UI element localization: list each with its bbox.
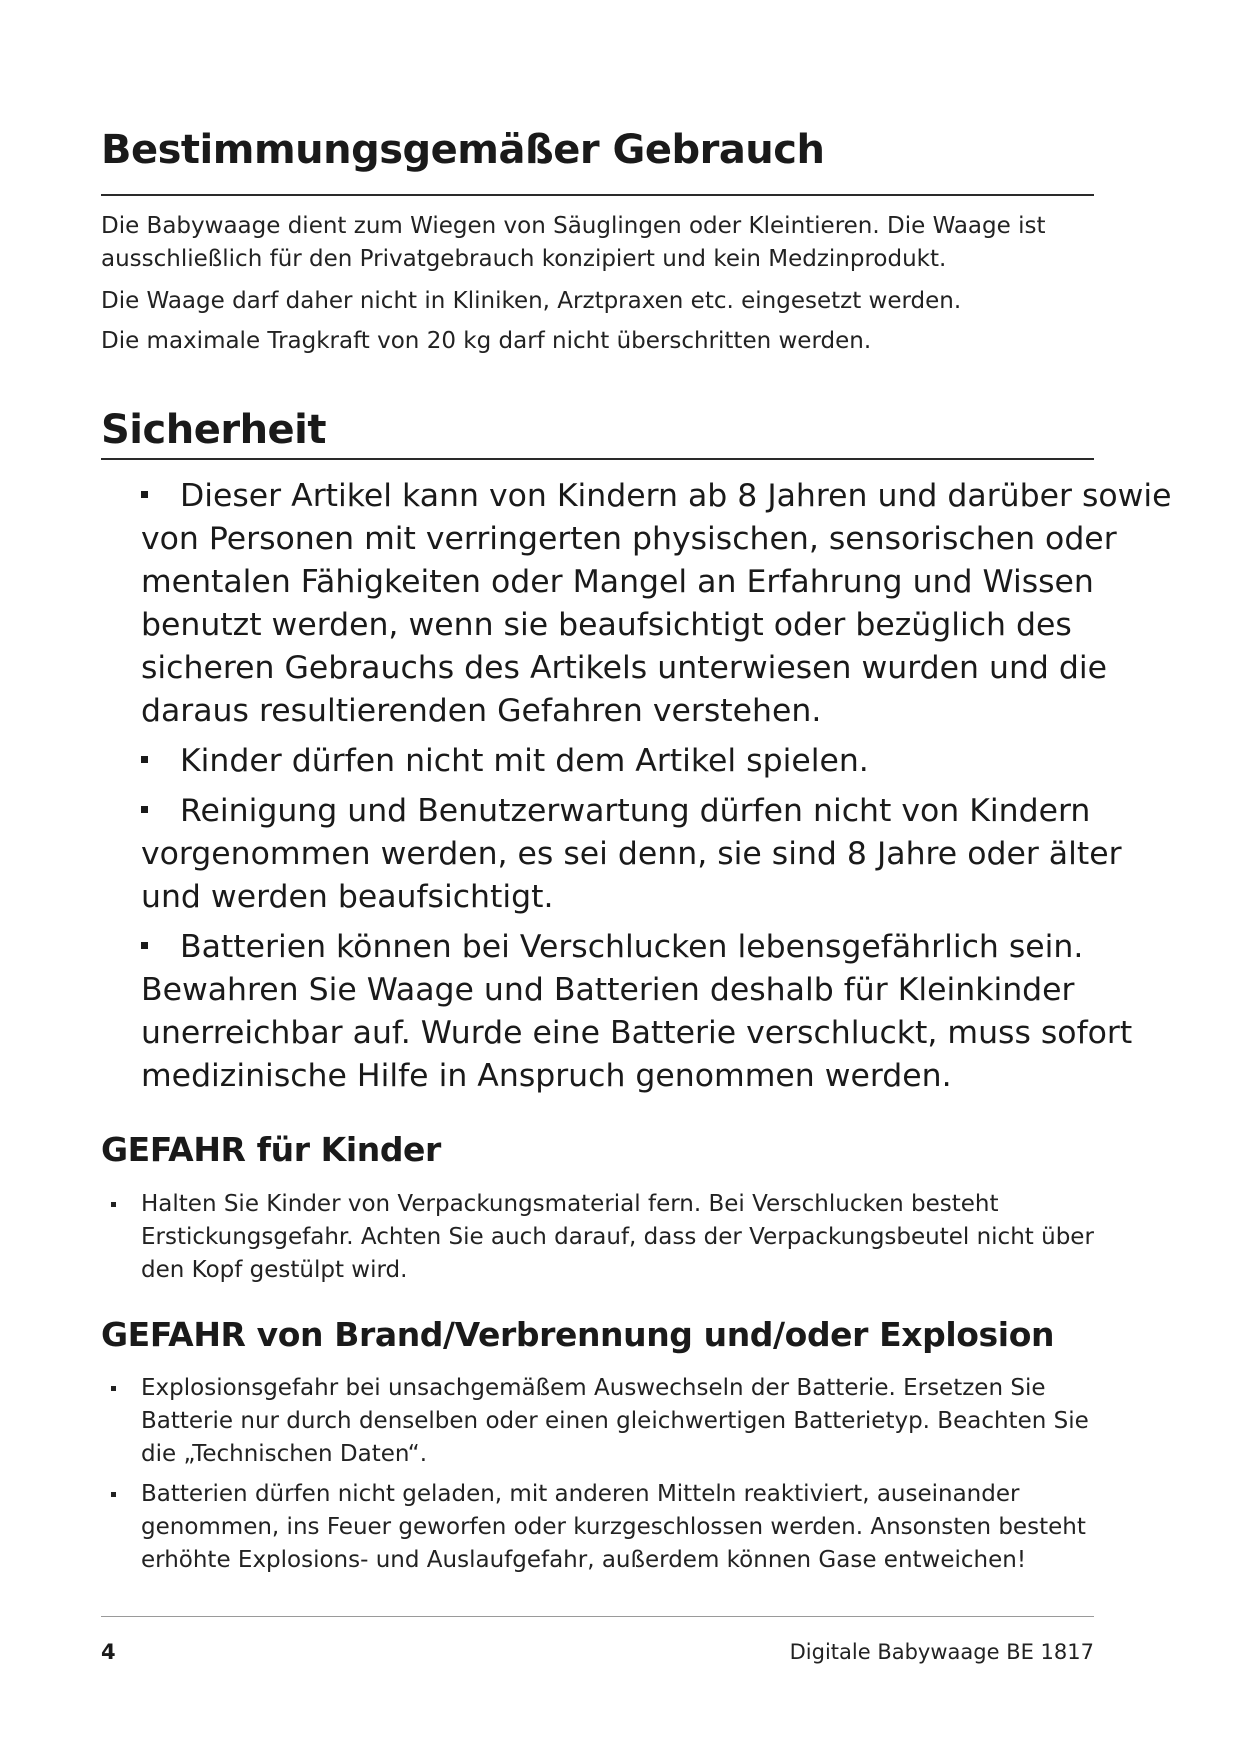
danger-fire-item-text: Explosionsgefahr bei unsachgemäßem Auswechseln der Batterie. Ersetzen Sie Batterie nur durch denselben oder einen gleichwertigen Batterietyp. Beachten Sie die „Technischen Daten“. (141, 1375, 1089, 1467)
title-underline (101, 194, 1094, 196)
safety-item-text: Batterien können bei Verschlucken lebensgefährlich sein. Bewahren Sie Waage und Batterien deshalb für Kleinkinder unerreichbar auf. Wurde eine Batterie verschluckt, muss sofort medizinische Hilfe in Anspruch genommen werden. (141, 929, 1133, 1094)
list-item (101, 1188, 1094, 1287)
list-item (141, 740, 1221, 783)
footer-divider (101, 1616, 1094, 1617)
danger-fire-item-text: Batterien dürfen nicht geladen, mit anderen Mitteln reaktiviert, auseinander genommen, ins Feuer geworfen oder kurzgeschlossen werden. Ansonsten besteht erhöhte Explosions- und Auslaufgefahr, außerdem können Gase entweichen! (141, 1481, 1086, 1573)
list-item (141, 475, 1221, 733)
document-page (101, 0, 1172, 1754)
square-bullet-icon (141, 756, 148, 763)
section-title-danger-children: GEFAHR für Kinder (101, 1130, 441, 1169)
square-bullet-icon (141, 942, 148, 949)
section-title-danger-fire: GEFAHR von Brand/Verbrennung und/oder Explosion (101, 1315, 1055, 1354)
danger-children-item-text: Halten Sie Kinder von Verpackungsmaterial fern. Bei Verschlucken besteht Erstickungsgefahr. Achten Sie auch darauf, dass der Verpackungsbeutel nicht über den Kopf gestülpt wird. (141, 1191, 1094, 1283)
list-item (101, 1478, 1094, 1577)
list-item (141, 926, 1221, 1098)
danger-fire-list (101, 1372, 1094, 1584)
square-bullet-icon (111, 1202, 116, 1207)
list-item (141, 790, 1221, 919)
intended-use-paragraph-3: Die maximale Tragkraft von 20 kg darf nicht überschritten werden. (101, 328, 872, 354)
square-bullet-icon (141, 491, 148, 498)
page-number: 4 (101, 1640, 116, 1664)
intended-use-paragraph-1: Die Babywaage dient zum Wiegen von Säuglingen oder Kleintieren. Die Waage ist ausschließlich für den Privatgebrauch konzipiert und kein Medzinprodukt. (101, 213, 1046, 272)
safety-item-text: Kinder dürfen nicht mit dem Artikel spielen. (180, 743, 869, 779)
safety-item-text: Dieser Artikel kann von Kindern ab 8 Jahren und darüber sowie von Personen mit verringerten physischen, sensorischen oder mentalen Fähigkeiten oder Mangel an Erfahrung und Wissen benutzt werden, wenn sie beaufsichtigt oder bezüglich des sicheren Gebrauchs des Artikels unterwiesen wurden und die daraus resultierenden Gefahren verstehen. (141, 478, 1172, 729)
safety-item-text: Reinigung und Benutzerwartung dürfen nicht von Kindern vorgenommen werden, es sei denn, sie sind 8 Jahre oder älter und werden beaufsichtigt. (141, 793, 1122, 915)
square-bullet-icon (111, 1492, 116, 1497)
footer-product-name: Digitale Babywaage BE 1817 (789, 1640, 1094, 1664)
safety-list (141, 475, 1221, 1105)
section-title-intended-use: Bestimmungsgemäßer Gebrauch (101, 127, 825, 173)
list-item (101, 1372, 1094, 1471)
square-bullet-icon (141, 806, 148, 813)
section-title-safety: Sicherheit (101, 407, 326, 453)
intended-use-paragraph-2: Die Waage darf daher nicht in Kliniken, Arztpraxen etc. eingesetzt werden. (101, 288, 962, 314)
square-bullet-icon (111, 1386, 116, 1391)
title-underline (101, 458, 1094, 460)
danger-children-list (101, 1188, 1094, 1294)
